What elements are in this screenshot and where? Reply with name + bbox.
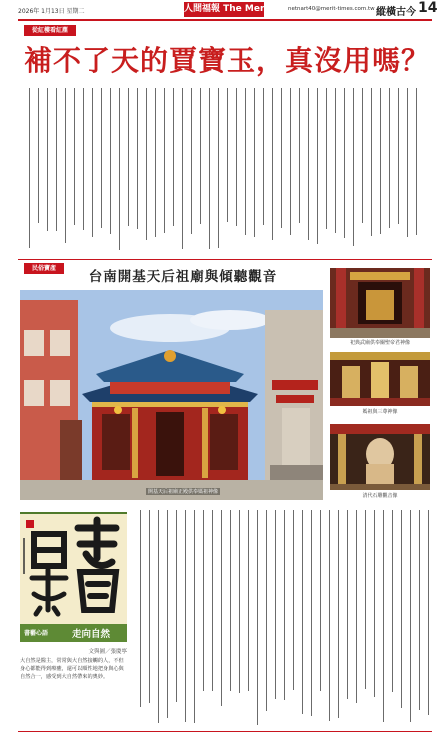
calligraphy-artwork [20, 512, 127, 625]
deity-statues-illustration [330, 352, 430, 406]
text-column [35, 88, 42, 250]
text-column [308, 510, 315, 672]
text-column [317, 510, 324, 672]
text-column [137, 510, 144, 672]
page-number: 14 [418, 0, 438, 16]
text-column [71, 88, 78, 250]
section-divider [18, 259, 432, 260]
text-column [281, 510, 288, 672]
text-column [269, 88, 276, 250]
text-column [299, 510, 306, 672]
text-column [371, 510, 378, 672]
temple-illustration [20, 290, 323, 500]
text-column [332, 88, 339, 250]
text-column [134, 88, 141, 250]
text-column [233, 88, 240, 250]
column-title: 走向自然 [72, 629, 111, 640]
text-column [344, 510, 351, 672]
text-column [146, 510, 153, 672]
text-column [260, 88, 267, 250]
text-column [389, 510, 396, 672]
column-byline: 文與圖／張慶寧 [88, 649, 127, 655]
text-column [413, 88, 420, 250]
column-intro: 大自然是醫主，常常與大自然接觸的人，不但身心都能得到療癒，還可以順性地把身與心與自然合一，感受到大自然帶來的奧妙。 [20, 658, 124, 680]
contact-url: netnart40@merit-times.com.tw [288, 6, 375, 12]
text-column [425, 510, 432, 672]
text-column [179, 88, 186, 250]
text-column [80, 88, 87, 250]
side-photo-3 [330, 424, 430, 490]
text-column [224, 88, 231, 250]
text-column [173, 510, 180, 672]
text-column [278, 88, 285, 250]
temple-photo [20, 290, 323, 500]
text-column [143, 88, 150, 250]
text-column [362, 510, 369, 672]
text-column [251, 88, 258, 250]
text-column [227, 510, 234, 672]
column-body-vertical-text [132, 510, 432, 728]
side-caption-2: 媽祖與三尊神像 [362, 409, 398, 415]
issue-date: 2026年 1月13日 星期二 [18, 8, 85, 15]
text-column [26, 88, 33, 250]
header-rule [18, 19, 432, 21]
side-caption-1: 祀典武廟供奉關聖帝君神像 [349, 340, 410, 346]
text-column [254, 510, 261, 672]
text-column [326, 510, 333, 672]
text-column [98, 88, 105, 250]
text-column [161, 88, 168, 250]
text-column [53, 88, 60, 250]
section-name: 縱橫古今 [376, 7, 416, 18]
footer-rule [18, 731, 432, 732]
text-column [350, 88, 357, 250]
text-column [398, 510, 405, 672]
text-column [242, 88, 249, 250]
text-column [236, 510, 243, 672]
photo-caption: 開基天后祖廟正殿供奉媽祖神像 [148, 489, 219, 495]
text-column [368, 88, 375, 250]
side-photo-2 [330, 352, 430, 406]
side-caption-3: 清代石雕觀音像 [362, 493, 398, 499]
text-column [323, 88, 330, 250]
headline: 補不了天的賈寶玉，真沒用嗎？ [24, 44, 431, 77]
guanyin-statue-illustration [330, 424, 430, 490]
text-column [245, 510, 252, 672]
text-column [197, 88, 204, 250]
text-column [407, 510, 414, 672]
side-photo-1 [330, 268, 430, 338]
text-column [416, 510, 423, 672]
text-column [296, 88, 303, 250]
text-column [107, 88, 114, 250]
text-column [359, 88, 366, 250]
text-column [44, 88, 51, 250]
text-column [191, 510, 198, 672]
text-column [200, 510, 207, 672]
text-column [170, 88, 177, 250]
text-column [152, 88, 159, 250]
text-column [335, 510, 342, 672]
text-column [290, 510, 297, 672]
column-tag: 從紅樓看紅塵 [24, 25, 76, 36]
text-column [353, 510, 360, 672]
text-column [209, 510, 216, 672]
text-column [182, 510, 189, 672]
text-column [272, 510, 279, 672]
text-column [263, 510, 270, 672]
feature-title: 台南開基天后祖廟與傾聽觀音 [88, 269, 278, 285]
column-subtitle: 書藝心語 [24, 630, 49, 637]
text-column [155, 510, 162, 672]
newspaper-logo: 人間福報 The Merit Times [184, 2, 264, 17]
calligraphy-illustration [20, 514, 127, 623]
text-column [287, 88, 294, 250]
text-column [386, 88, 393, 250]
text-column [125, 88, 132, 250]
shrine-interior-illustration [330, 268, 430, 338]
text-column [404, 88, 411, 250]
text-column [341, 88, 348, 250]
text-column [188, 88, 195, 250]
text-column [164, 510, 171, 672]
text-column [314, 88, 321, 250]
article-body-vertical-text [20, 88, 420, 250]
text-column [116, 88, 123, 250]
feature-tag: 民俗寶產 [24, 263, 64, 274]
text-column [89, 88, 96, 250]
text-column [218, 510, 225, 672]
text-column [62, 88, 69, 250]
text-column [380, 510, 387, 672]
text-column [206, 88, 213, 250]
text-column [377, 88, 384, 250]
text-column [395, 88, 402, 250]
text-column [305, 88, 312, 250]
text-column [215, 88, 222, 250]
